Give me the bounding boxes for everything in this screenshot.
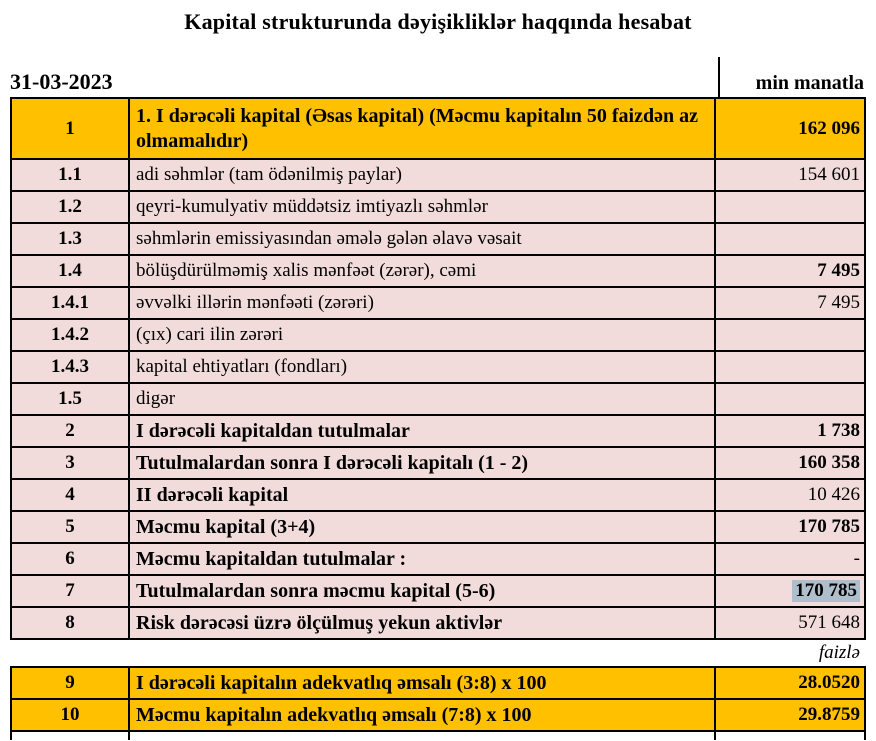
row-label: adi səhmlər (tam ödənilmiş paylar) bbox=[130, 160, 716, 190]
row-number: 1 bbox=[12, 99, 130, 158]
page-title: Kapital strukturunda dəyişikliklər haqqında hesabat bbox=[184, 9, 692, 34]
row-number: 1.3 bbox=[12, 224, 130, 254]
row-value: 571 648 bbox=[798, 612, 860, 633]
table-row bbox=[10, 192, 866, 224]
table-row bbox=[10, 480, 866, 512]
percent-section-row bbox=[10, 640, 866, 668]
table-row bbox=[10, 288, 866, 320]
percent-label: faizlə bbox=[818, 642, 860, 663]
row-number: 1.1 bbox=[12, 160, 130, 190]
table-row bbox=[10, 576, 866, 608]
table-row bbox=[10, 97, 866, 160]
row-number: 1.4.2 bbox=[12, 320, 130, 350]
row-number: 8 bbox=[12, 608, 130, 638]
row-value bbox=[716, 352, 864, 382]
partial-cell-num bbox=[12, 732, 130, 740]
capital-structure-table bbox=[10, 97, 866, 740]
row-number: 7 bbox=[12, 576, 130, 606]
row-number: 2 bbox=[12, 416, 130, 446]
row-label: Tutulmalardan sonra I dərəcəli kapitalı (1 - 2) bbox=[130, 448, 716, 478]
row-label: Məcmu kapitaldan tutulmalar : bbox=[130, 544, 716, 574]
row-value: 7 495 bbox=[817, 260, 860, 281]
row-value bbox=[716, 320, 864, 350]
table-row bbox=[10, 160, 866, 192]
row-value: 29.8759 bbox=[798, 704, 860, 725]
row-label: bölüşdürülməmiş xalis mənfəət (zərər), cəmi bbox=[130, 256, 716, 286]
row-label: kapital ehtiyatları (fondları) bbox=[130, 352, 716, 382]
row-number: 5 bbox=[12, 512, 130, 542]
unit-label: min manatla bbox=[718, 57, 866, 97]
row-value bbox=[716, 576, 864, 606]
row-value: 162 096 bbox=[798, 117, 860, 139]
table-row bbox=[10, 352, 866, 384]
row-value: - bbox=[853, 548, 860, 569]
table-row bbox=[10, 224, 866, 256]
row-value: 154 601 bbox=[798, 164, 860, 185]
partial-cell-value bbox=[716, 732, 864, 740]
table-row bbox=[10, 608, 866, 640]
table-row bbox=[10, 544, 866, 576]
row-label: 1. I dərəcəli kapital (Əsas kapital) (Məcmu kapitalın 50 faizdən az olmamalıdır) bbox=[130, 99, 716, 158]
report-date: 31-03-2023 bbox=[10, 69, 113, 94]
table-row bbox=[10, 384, 866, 416]
row-number: 1.4.3 bbox=[12, 352, 130, 382]
row-label: Məcmu kapital (3+4) bbox=[130, 512, 716, 542]
row-value: 160 358 bbox=[798, 452, 860, 473]
row-value bbox=[716, 224, 864, 254]
row-number: 3 bbox=[12, 448, 130, 478]
row-number: 1.4 bbox=[12, 256, 130, 286]
row-label: digər bbox=[130, 384, 716, 414]
row-label: (çıx) cari ilin zərəri bbox=[130, 320, 716, 350]
row-number: 10 bbox=[12, 700, 130, 730]
row-value: 28.0520 bbox=[798, 672, 860, 693]
row-value bbox=[716, 384, 864, 414]
table-header bbox=[10, 57, 866, 97]
row-number: 6 bbox=[12, 544, 130, 574]
row-label: qeyri-kumulyativ müddətsiz imtiyazlı səhmlər bbox=[130, 192, 716, 222]
table-row bbox=[10, 668, 866, 700]
row-label: Risk dərəcəsi üzrə ölçülmuş yekun aktivlər bbox=[130, 608, 716, 638]
row-label: əvvəlki illərin mənfəəti (zərəri) bbox=[130, 288, 716, 318]
row-number: 1.4.1 bbox=[12, 288, 130, 318]
table-row bbox=[10, 448, 866, 480]
row-number: 4 bbox=[12, 480, 130, 510]
row-value: 170 785 bbox=[798, 516, 860, 537]
row-label: səhmlərin emissiyasından əmələ gələn əlavə vəsait bbox=[130, 224, 716, 254]
table-row bbox=[10, 700, 866, 732]
row-value bbox=[716, 192, 864, 222]
row-value: 7 495 bbox=[817, 292, 860, 313]
partial-cell-label bbox=[130, 732, 716, 740]
row-label: Tutulmalardan sonra məcmu kapital (5-6) bbox=[130, 576, 716, 606]
row-label: Məcmu kapitalın adekvatlıq əmsalı (7:8) x 100 bbox=[130, 700, 716, 730]
row-value: 10 426 bbox=[807, 484, 860, 505]
next-row-partial bbox=[10, 732, 866, 740]
row-number: 1.5 bbox=[12, 384, 130, 414]
row-label: I dərəcəli kapitaldan tutulmalar bbox=[130, 416, 716, 446]
selected-cell-highlight: 170 785 bbox=[792, 580, 860, 602]
table-row bbox=[10, 320, 866, 352]
row-value: 1 738 bbox=[817, 420, 860, 441]
row-label: II dərəcəli kapital bbox=[130, 480, 716, 510]
row-number: 9 bbox=[12, 668, 130, 698]
row-number: 1.2 bbox=[12, 192, 130, 222]
table-row bbox=[10, 416, 866, 448]
table-row bbox=[10, 256, 866, 288]
row-label: I dərəcəli kapitalın adekvatlıq əmsalı (3:8) x 100 bbox=[130, 668, 716, 698]
table-row bbox=[10, 512, 866, 544]
